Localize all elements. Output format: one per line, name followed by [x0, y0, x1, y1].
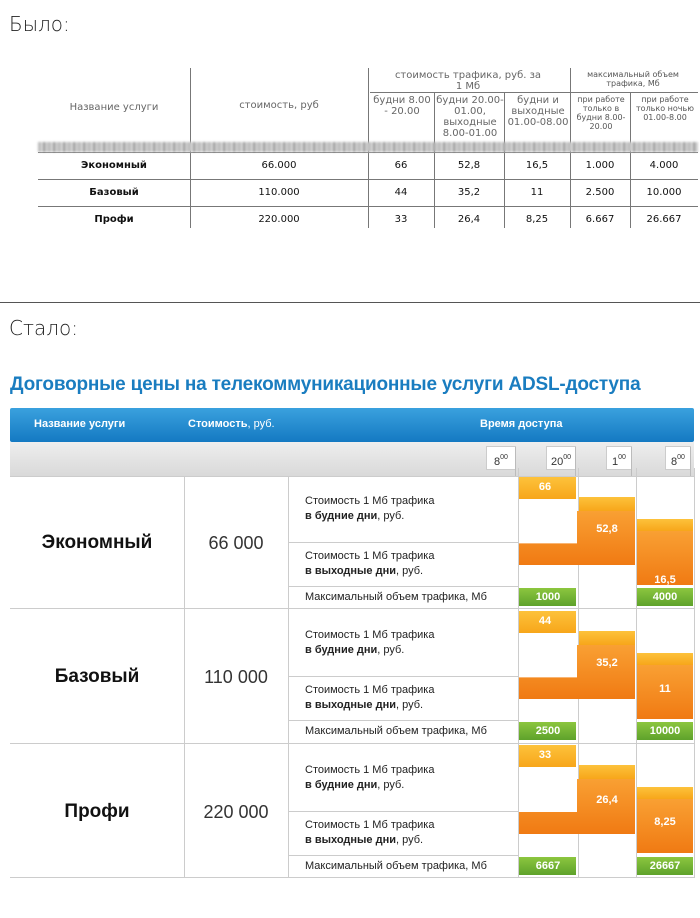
value-evening: 52,8: [596, 523, 618, 535]
old-subheader: будни и выходные 01.00-08.00: [507, 95, 569, 128]
old-row-value: 10.000: [646, 187, 682, 198]
old-price-table: [38, 68, 698, 228]
old-row-value: 16,5: [525, 160, 549, 171]
old-row-cost: 110.000: [258, 187, 300, 198]
value-max-night: 10000: [649, 725, 681, 737]
desc-weekend: Стоимость 1 Мб трафика в выходные дни, руб.: [305, 819, 435, 846]
value-evening: 35,2: [596, 657, 618, 669]
service-name: Экономный: [41, 532, 153, 553]
old-row-value: 11: [530, 187, 544, 198]
old-subheader: будни 8.00 - 20.00: [373, 95, 431, 117]
old-row-value: 1.000: [585, 160, 615, 171]
time-tick: $20^{00}$: [546, 446, 576, 470]
divider: [0, 302, 700, 303]
old-row-value: 8,25: [525, 214, 549, 225]
page-title: Договорные цены на телекоммуникационные услуги ADSL-доступа: [10, 374, 641, 395]
old-row-cost: 66.000: [261, 160, 297, 171]
desc-weekday: Стоимость 1 Мб трафика в будние дни, руб.: [305, 629, 435, 656]
old-row-value: 35,2: [457, 187, 481, 198]
after-label: Стало:: [9, 316, 78, 340]
header-time: Время доступа: [480, 418, 563, 430]
old-header-cost: стоимость, руб: [239, 100, 319, 111]
old-header-traffic-cost: стоимость трафика, руб. за 1 Мб: [394, 70, 542, 92]
value-night: 11: [659, 683, 671, 695]
value-max-weekday: 6667: [535, 860, 561, 872]
service-price: 66 000: [208, 533, 264, 553]
old-row-value: 2.500: [585, 187, 615, 198]
old-header-max-volume: максимальный объем трафика, Мб: [587, 70, 679, 88]
time-scale-bar: [10, 442, 694, 476]
old-row-value: 52,8: [457, 160, 481, 171]
old-row-value: 44: [394, 187, 408, 198]
old-header-service: Название услуги: [69, 102, 159, 113]
old-subheader: будни 20.00-01.00, выходные 8.00-01.00: [436, 95, 504, 139]
value-weekday-day: 33: [538, 749, 552, 761]
value-evening: 26,4: [596, 794, 618, 806]
old-row-name: Базовый: [89, 187, 139, 198]
bar-cap: [579, 497, 635, 511]
old-subheader: при работе только в будни 8.00-20.00: [576, 95, 626, 131]
value-night: 16,5: [654, 574, 676, 586]
old-row-value: 26,4: [457, 214, 481, 225]
bar-evening: [519, 779, 635, 834]
desc-weekend: Стоимость 1 Мб трафика в выходные дни, руб.: [305, 550, 435, 577]
old-row-cost: 220.000: [258, 214, 300, 225]
old-row-value: 33: [394, 214, 408, 225]
desc-max: Максимальный объем трафика, Мб: [305, 860, 487, 872]
desc-weekend: Стоимость 1 Мб трафика в выходные дни, руб.: [305, 684, 435, 711]
time-tick: $8^{00}$: [665, 446, 691, 470]
header-cost: Стоимость, руб.: [188, 418, 275, 430]
desc-weekday: Стоимость 1 Мб трафика в будние дни, руб.: [305, 495, 435, 522]
old-row-name: Профи: [94, 214, 134, 225]
bar-cap: [579, 631, 635, 645]
old-row-value: 4.000: [649, 160, 679, 171]
bar-evening: [519, 511, 635, 565]
time-tick: $1^{00}$: [606, 446, 632, 470]
service-name: Базовый: [54, 666, 140, 687]
service-price: 110 000: [204, 667, 268, 687]
value-max-night: 4000: [652, 591, 678, 603]
old-row-value: 26.667: [646, 214, 682, 225]
old-subheader: при работе только ночью 01.00-8.00: [636, 95, 694, 122]
bar-cap: [637, 653, 693, 665]
service-price: 220 000: [203, 802, 269, 822]
value-max-night: 26667: [649, 860, 681, 872]
bar-cap: [637, 787, 693, 799]
value-weekday-day: 44: [538, 615, 552, 627]
bar-cap: [579, 765, 635, 779]
value-max-weekday: 1000: [535, 591, 561, 603]
table-header: [10, 408, 694, 442]
value-max-weekday: 2500: [535, 725, 561, 737]
value-weekday-day: 66: [538, 481, 552, 493]
before-label: Было:: [9, 12, 70, 36]
desc-max: Максимальный объем трафика, Мб: [305, 591, 487, 603]
old-row-value: 6.667: [585, 214, 615, 225]
old-row-name: Экономный: [81, 160, 147, 171]
desc-max: Максимальный объем трафика, Мб: [305, 725, 487, 737]
desc-weekday: Стоимость 1 Мб трафика в будние дни, руб.: [305, 764, 435, 791]
value-night: 8,25: [654, 816, 676, 828]
bar-cap: [637, 519, 693, 531]
old-row-value: 66: [394, 160, 408, 171]
header-service: Название услуги: [34, 418, 126, 430]
time-tick: $8^{00}$: [486, 446, 516, 470]
bar-evening: [519, 645, 635, 699]
service-name: Профи: [64, 801, 130, 822]
